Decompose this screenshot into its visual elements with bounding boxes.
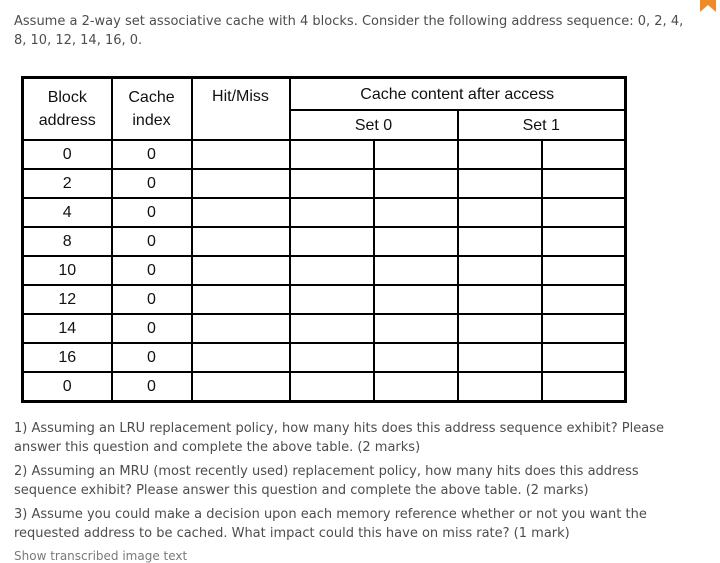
set1-way1-cell [542,140,626,169]
block-address-cell: 0 [23,372,112,402]
cache-table-container [21,76,627,403]
header-block-address: Block address [23,78,112,141]
set0-way0-cell [290,140,374,169]
set0-way1-cell [374,169,458,198]
problem-intro: Assume a 2-way set associative cache with 4 blocks. Consider the following address sequence: 0, 2, 4, 8, 10, 12, 14, 16, 0. [14,14,684,48]
table-row [23,140,626,169]
set1-way0-cell [458,198,542,227]
header-cache-content: Cache content after access [290,78,626,111]
cache-index-cell: 0 [112,227,192,256]
table-row [23,169,626,198]
set1-way0-cell [458,140,542,169]
cache-index-cell: 0 [112,285,192,314]
set1-way0-cell [458,285,542,314]
set0-way0-cell [290,198,374,227]
cache-index-cell: 0 [112,372,192,402]
block-address-cell: 14 [23,314,112,343]
hit-miss-cell [192,372,290,402]
header-set-1: Set 1 [458,110,626,140]
set1-way1-cell [542,372,626,402]
set1-way0-cell [458,314,542,343]
table-row [23,314,626,343]
show-transcribed-link[interactable]: Show transcribed image text [14,549,188,563]
cache-index-cell: 0 [112,343,192,372]
question-3: 3) Assume you could make a decision upon each memory reference whether or not you want the requested address to be cached. What impact could this have on miss rate? (1 mark) [14,507,647,541]
set1-way1-cell [542,198,626,227]
block-address-cell: 16 [23,343,112,372]
question-1: 1) Assuming an LRU replacement policy, how many hits does this address sequence exhibit? Please answer this question and complete the above table. (2 marks) [14,421,664,455]
set0-way1-cell [374,372,458,402]
set0-way1-cell [374,198,458,227]
set1-way1-cell [542,285,626,314]
block-address-cell: 12 [23,285,112,314]
question-2: 2) Assuming an MRU (most recently used) replacement policy, how many hits does this address sequence exhibit? Please answer this question and complete the above table. (2 marks) [14,464,639,498]
set0-way0-cell [290,314,374,343]
table-row [23,343,626,372]
set0-way1-cell [374,314,458,343]
cache-table [21,76,627,403]
block-address-cell: 10 [23,256,112,285]
set1-way0-cell [458,343,542,372]
header-cache-index: Cache index [112,78,192,141]
set1-way1-cell [542,227,626,256]
set0-way1-cell [374,140,458,169]
block-address-cell: 0 [23,140,112,169]
cache-table-body [23,140,626,402]
hit-miss-cell [192,256,290,285]
hit-miss-cell [192,285,290,314]
set0-way0-cell [290,372,374,402]
cache-index-cell: 0 [112,169,192,198]
cache-index-cell: 0 [112,256,192,285]
hit-miss-cell [192,198,290,227]
hit-miss-cell [192,314,290,343]
block-address-cell: 2 [23,169,112,198]
set1-way1-cell [542,314,626,343]
table-row [23,256,626,285]
header-hit-miss: Hit/Miss [192,78,290,141]
hit-miss-cell [192,227,290,256]
set1-way0-cell [458,227,542,256]
hit-miss-cell [192,140,290,169]
set1-way1-cell [542,256,626,285]
table-row [23,372,626,402]
table-row [23,227,626,256]
hit-miss-cell [192,169,290,198]
set1-way1-cell [542,343,626,372]
set0-way0-cell [290,343,374,372]
set1-way0-cell [458,372,542,402]
set0-way1-cell [374,285,458,314]
set1-way0-cell [458,169,542,198]
set1-way0-cell [458,256,542,285]
cache-index-cell: 0 [112,198,192,227]
set0-way1-cell [374,227,458,256]
set0-way0-cell [290,256,374,285]
table-row [23,198,626,227]
block-address-cell: 8 [23,227,112,256]
cache-index-cell: 0 [112,314,192,343]
set1-way1-cell [542,169,626,198]
bookmark-icon[interactable] [698,0,720,14]
hit-miss-cell [192,343,290,372]
set0-way1-cell [374,343,458,372]
set0-way0-cell [290,227,374,256]
cache-index-cell: 0 [112,140,192,169]
set0-way1-cell [374,256,458,285]
table-row [23,285,626,314]
set0-way0-cell [290,285,374,314]
block-address-cell: 4 [23,198,112,227]
set0-way0-cell [290,169,374,198]
header-set-0: Set 0 [290,110,458,140]
